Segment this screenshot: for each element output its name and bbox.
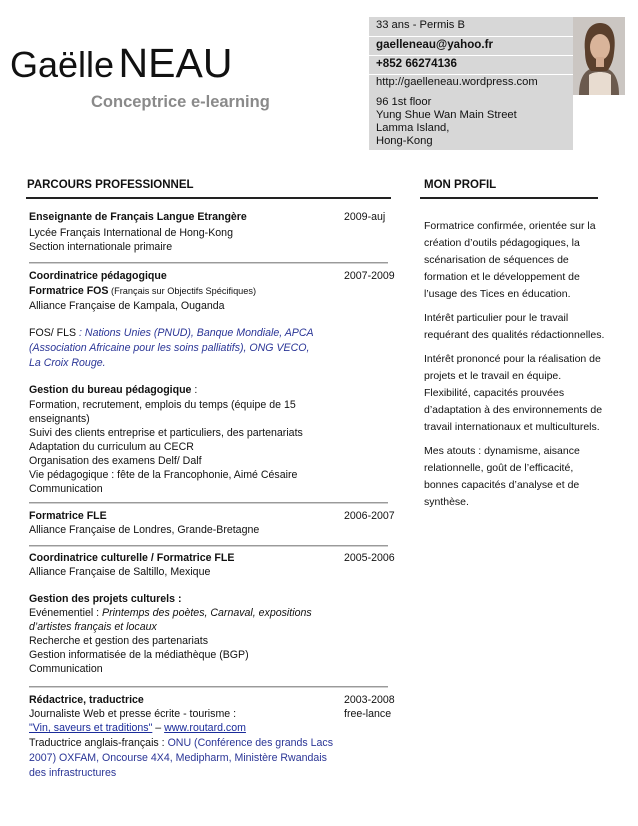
profile-photo	[573, 17, 625, 95]
project-item: Communication	[29, 663, 103, 675]
translation-clients: ONU (Conférence des grands Lacs	[167, 737, 334, 749]
profile-text: projets et le travail en équipe.	[424, 370, 562, 382]
entry-org: Lycée Français International de Hong-Kong	[29, 227, 233, 239]
profile-text: Flexibilité, capacités prouvées	[424, 387, 565, 399]
entry-divider	[29, 545, 388, 547]
profile-text: Intérêt particulier pour le travail	[424, 312, 569, 324]
section-rule	[420, 197, 598, 199]
profile-text: relationnelle, goût de l’efficacité,	[424, 462, 574, 474]
email[interactable]: gaelleneau@yahoo.fr	[376, 38, 493, 51]
profile-text: scénarisation de séquences de	[424, 254, 569, 266]
mgmt-title-line	[29, 382, 197, 398]
events-list: Printemps des poètes, Carnaval, expositions	[102, 607, 312, 619]
mgmt-item: Adaptation du curriculum au CECR	[29, 441, 194, 453]
entry-role: Coordinatrice culturelle / Formatrice FLE	[29, 552, 235, 564]
mgmt-item: Communication	[29, 483, 103, 495]
address-line: 96 1st floor	[376, 96, 432, 108]
entry-role: Enseignante de Français Langue Etrangère	[29, 211, 247, 223]
fos-prefix: FOS/ FLS	[29, 327, 77, 339]
profile-text: formation et le développement de	[424, 271, 580, 283]
candidate-name	[10, 40, 232, 87]
dash: –	[152, 722, 165, 734]
age-license: 33 ans - Permis B	[376, 19, 465, 31]
vin-saveurs-link[interactable]: "Vin, saveurs et traditions"	[29, 722, 153, 734]
fos-clients: La Croix Rouge.	[29, 357, 106, 369]
website[interactable]: http://gaelleneau.wordpress.com	[376, 76, 538, 88]
entry-date: 2009-auj	[344, 211, 386, 223]
entry-org: Alliance Française de Kampala, Ouganda	[29, 300, 225, 312]
address-line: Lamma Island,	[376, 122, 450, 134]
mgmt-item: Organisation des examens Delf/ Dalf	[29, 455, 202, 467]
entry-divider	[29, 686, 388, 688]
mgmt-item: enseignants)	[29, 413, 90, 425]
entry-role-fos: Formatrice FOS	[29, 285, 109, 297]
mgmt-item: Vie pédagogique : fête de la Francophonie, Aimé Césaire	[29, 469, 298, 481]
events-prefix: Evénementiel :	[29, 607, 103, 619]
job-title: Conceptrice e-learning	[91, 93, 270, 111]
address-line: Hong-Kong	[376, 135, 433, 147]
links-line	[29, 720, 246, 736]
section-rule	[26, 197, 391, 199]
entry-detail: Section internationale primaire	[29, 241, 173, 253]
translation-line	[29, 735, 333, 751]
journalism-line: Journaliste Web et presse écrite - tourisme :	[29, 708, 237, 720]
profile-text: Mes atouts : dynamisme, aisance	[424, 445, 580, 457]
mgmt-item: Formation, recrutement, emplois du temps (équipe de 15	[29, 399, 296, 411]
translation-clients: des infrastructures	[29, 767, 117, 779]
entry-org: Alliance Française de Londres, Grande-Bretagne	[29, 524, 260, 536]
phone: +852 66274136	[376, 57, 457, 70]
translation-clients: 2007) OXFAM, Oncourse 4X4, Medipharm, Ministère Rwandais	[29, 752, 327, 764]
fos-line	[29, 325, 314, 341]
fos-clients: (Association Africaine pour les soins palliatifs), ONG VECO,	[29, 342, 310, 354]
entry-date: 2007-2009	[344, 270, 395, 282]
entry-date: 2006-2007	[344, 510, 395, 522]
routard-link[interactable]: www.routard.com	[164, 722, 246, 734]
translation-prefix: Traductrice anglais-français :	[29, 737, 168, 749]
entry-role: Coordinatrice pédagogique	[29, 270, 167, 282]
projects-title: Gestion des projets culturels :	[29, 593, 182, 605]
mgmt-colon: :	[191, 384, 198, 396]
profile-text: Formatrice confirmée, orientée sur la	[424, 220, 596, 232]
mgmt-title: Gestion du bureau pédagogique	[29, 384, 192, 396]
section-title-profile: MON PROFIL	[424, 179, 497, 191]
contact-box	[369, 17, 573, 95]
address-line: Yung Shue Wan Main Street	[376, 109, 517, 121]
profile-text: requérant des qualités rédactionnelles.	[424, 329, 605, 341]
entry-date: 2003-2008	[344, 694, 395, 706]
last-name: NEAU	[118, 40, 233, 86]
profile-text: Intérêt prononcé pour la réalisation de	[424, 353, 601, 365]
mgmt-item: Suivi des clients entreprise et particuliers, des partenariats	[29, 427, 303, 439]
entry-org: Alliance Française de Saltillo, Mexique	[29, 566, 211, 578]
entry-date-note: free-lance	[344, 708, 392, 720]
entry-role: Formatrice FLE	[29, 510, 107, 522]
fos-clients: : Nations Unies (PNUD), Banque Mondiale, APCA	[79, 327, 314, 339]
entry-date: 2005-2006	[344, 552, 395, 564]
profile-text: l’usage des Tices en éducation.	[424, 288, 571, 300]
entry-role: Rédactrice, traductrice	[29, 694, 144, 706]
profile-text: bonnes capacités d’analyse et de	[424, 479, 580, 491]
address-box	[369, 95, 573, 150]
profile-text: création d’outils pédagogiques, la	[424, 237, 580, 249]
section-title-experience: PARCOURS PROFESSIONNEL	[27, 179, 194, 191]
project-item: Recherche et gestion des partenariats	[29, 635, 209, 647]
entry-role-secondary	[29, 283, 256, 299]
profile-text: d’adaptation à des environnements de	[424, 404, 603, 416]
entry-role-note: (Français sur Objectifs Spécifiques)	[108, 286, 257, 296]
profile-text: synthèse.	[424, 496, 469, 508]
project-item: Gestion informatisée de la médiathèque (BGP)	[29, 649, 249, 661]
profile-text: travail internationaux et multiculturels.	[424, 421, 600, 433]
first-name: Gaëlle	[10, 44, 115, 85]
events-list: d’artistes français et locaux	[29, 621, 157, 633]
entry-divider	[29, 502, 388, 504]
entry-divider	[29, 262, 388, 264]
